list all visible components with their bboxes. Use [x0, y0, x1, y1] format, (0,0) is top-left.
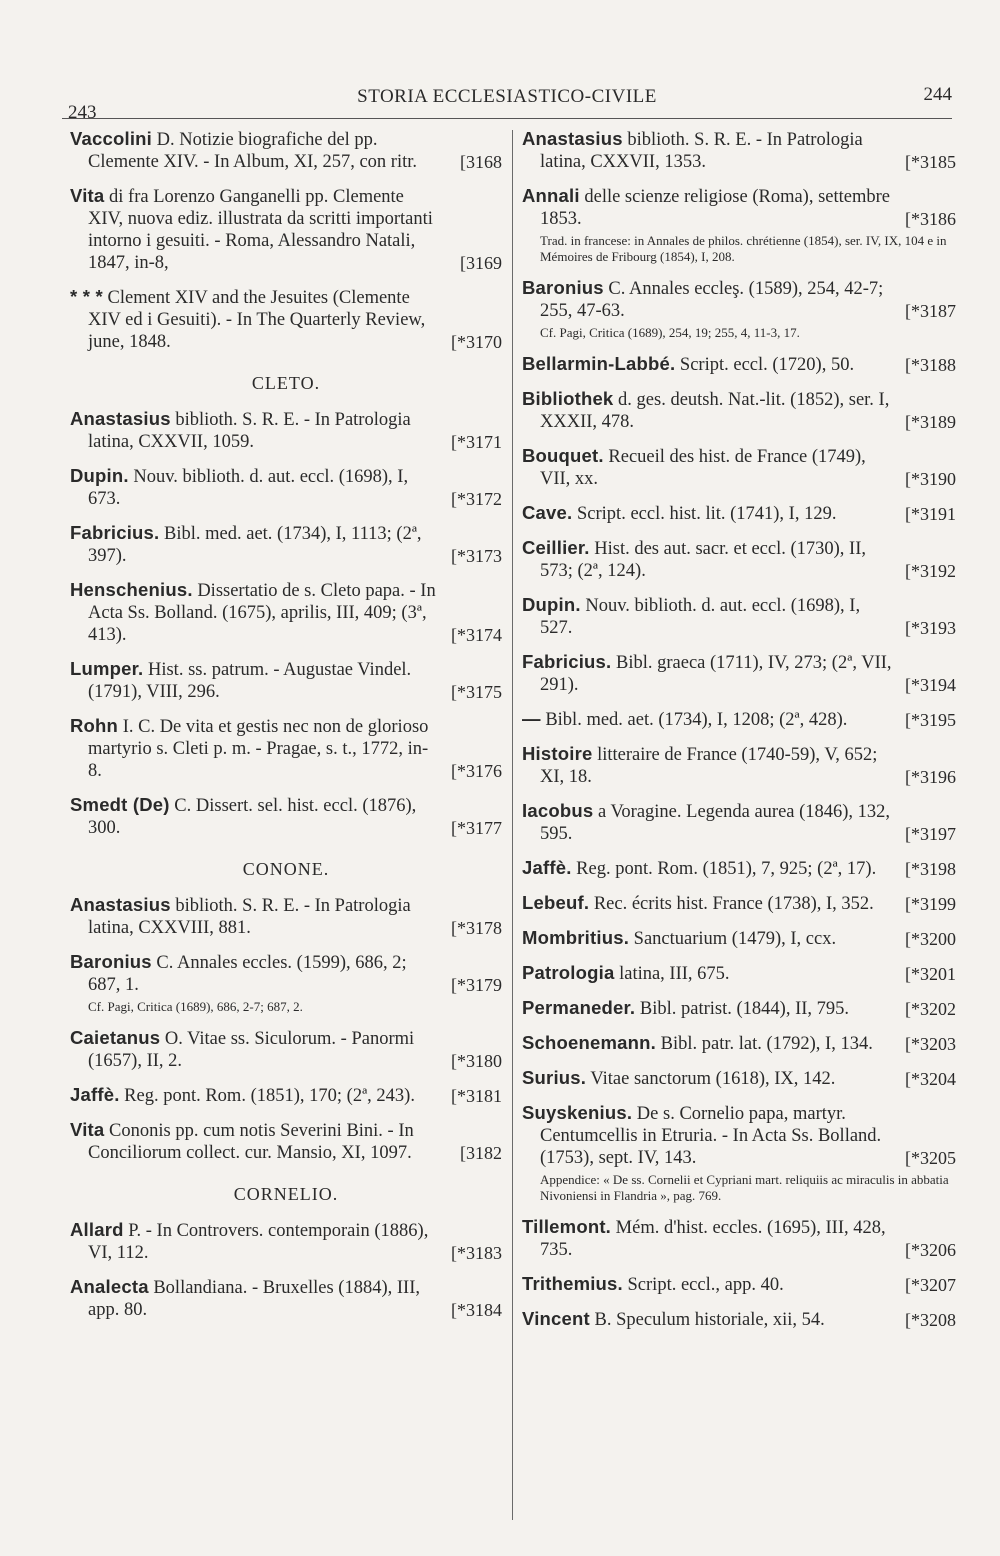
- bibliography-entry: [70, 1027, 502, 1072]
- entry-body: [522, 537, 956, 582]
- entry-body: [70, 185, 502, 274]
- entry-text: C. Dissert. sel. hist. eccl. (1876), 300.: [88, 796, 417, 838]
- entry-body: [70, 894, 502, 939]
- entry-author: —: [522, 708, 541, 729]
- entry-reference-number: [*3170: [451, 332, 502, 352]
- entry-text: Recueil des hist. de France (1749), VII, xx.: [540, 447, 866, 489]
- entry-text: Dissertatio de s. Cleto papa. - In Acta Ss. Bolland. (1675), aprilis, III, 409; (3ª, 413).: [88, 581, 436, 645]
- entry-text: Reg. pont. Rom. (1851), 170; (2ª, 243).: [124, 1086, 415, 1106]
- entry-reference-number: [*3194: [905, 675, 956, 695]
- entry-author: Permaneder.: [522, 997, 636, 1018]
- entry-author: Lumper.: [70, 658, 144, 679]
- entry-text: a Voragine. Legenda aurea (1846), 132, 595.: [540, 802, 891, 844]
- running-title: STORIA ECCLESIASTICO-CIVILE: [357, 86, 657, 107]
- entry-body: [522, 502, 956, 525]
- entry-reference-number: [*3175: [451, 682, 502, 702]
- entry-author: Vaccolini: [70, 128, 153, 149]
- entry-body: [522, 1308, 956, 1331]
- entry-body: [522, 892, 956, 915]
- entry-reference-number: [*3196: [905, 767, 956, 787]
- entry-text: De s. Cornelio papa, martyr. Centumcellis in Etruria. - In Acta Ss. Bolland. (1753), sept. IV, 143.: [540, 1104, 882, 1168]
- entry-text: Bibl. patr. lat. (1792), I, 134.: [660, 1034, 873, 1054]
- entry-author: Surius.: [522, 1067, 587, 1088]
- entry-body: [522, 445, 956, 490]
- entry-text: biblioth. S. R. E. - In Patrologia latina, CXXVII, 1353.: [540, 130, 863, 172]
- entry-author: Baronius: [70, 951, 152, 972]
- entry-reference-number: [3182: [460, 1143, 502, 1163]
- entry-author: Fabricius.: [70, 522, 160, 543]
- bibliography-entry: [522, 353, 956, 376]
- bibliography-entry: [522, 502, 956, 525]
- entry-note: Trad. in francese: in Annales de philos. chrétienne (1854), ser. IV, IX, 104 e in Mémoires de Fribourg (1854), I, 208.: [540, 233, 947, 264]
- bibliography-entry: [70, 185, 502, 274]
- entry-reference-number: [*3172: [451, 489, 502, 509]
- entry-text: Bibl. patrist. (1844), II, 795.: [639, 999, 850, 1019]
- entry-author: Smedt (De): [70, 794, 170, 815]
- entry-author: Histoire: [522, 743, 593, 764]
- entry-text: d. ges. deutsh. Nat.-lit. (1852), ser. I, XXXII, 478.: [540, 390, 890, 432]
- entry-text: delle scienze religiose (Roma), settembre 1853.: [540, 187, 890, 229]
- entry-body: [522, 651, 956, 696]
- entry-text: Clement XIV and the Jesuites (Clemente XIV ed i Gesuiti). - In The Quarterly Review, june, 1848.: [88, 288, 426, 352]
- entry-author: Rohn: [70, 715, 119, 736]
- entry-body: [522, 128, 956, 173]
- entry-body: [70, 1027, 502, 1072]
- entry-author: Ceillier.: [522, 537, 590, 558]
- page-header: [62, 84, 952, 123]
- entry-body: [70, 465, 502, 510]
- entry-body: [70, 1119, 502, 1164]
- entry-reference-number: [*3177: [451, 818, 502, 838]
- entry-body: [522, 594, 956, 639]
- bibliography-entry: [522, 277, 956, 341]
- section-heading: CLETO.: [251, 373, 321, 393]
- entry-body: [70, 522, 502, 567]
- entry-author: Lebeuf.: [522, 892, 590, 913]
- entry-body: [522, 388, 956, 433]
- entry-text: Vitae sanctorum (1618), IX, 142.: [590, 1069, 836, 1089]
- entry-text: Hist. ss. patrum. - Augustae Vindel. (1791), VIII, 296.: [88, 660, 412, 702]
- entry-reference-number: [*3198: [905, 859, 956, 879]
- column-divider: [512, 130, 513, 1520]
- entry-reference-number: [*3180: [451, 1051, 502, 1071]
- entry-author: Schoenemann.: [522, 1032, 656, 1053]
- entry-text: Bibl. graeca (1711), IV, 273; (2ª, VII, 291).: [540, 653, 892, 695]
- entry-author: Henschenius.: [70, 579, 193, 600]
- entry-body: [522, 962, 956, 985]
- entry-reference-number: [3169: [460, 253, 502, 273]
- entry-body: [70, 579, 502, 646]
- entry-reference-number: [*3186: [905, 209, 956, 229]
- entry-reference-number: [*3190: [905, 469, 956, 489]
- entry-note: Cf. Pagi, Critica (1689), 254, 19; 255, 4, 11-3, 17.: [540, 325, 800, 340]
- entry-body: [70, 658, 502, 703]
- bibliography-entry: [70, 579, 502, 646]
- entry-body: [522, 277, 956, 322]
- entry-body: [522, 708, 956, 731]
- entry-text: Mém. d'hist. eccles. (1695), III, 428, 735.: [540, 1218, 886, 1260]
- entry-body: [70, 408, 502, 453]
- entry-reference-number: [*3197: [905, 824, 956, 844]
- entry-reference-number: [*3185: [905, 152, 956, 172]
- entry-author: Annali: [522, 185, 580, 206]
- bibliography-entry: [522, 594, 956, 639]
- entry-text: Sanctuarium (1479), I, ccx.: [633, 929, 837, 949]
- bibliography-entry: [522, 1216, 956, 1261]
- entry-author: Bibliothek: [522, 388, 614, 409]
- page-number-right: 244: [923, 84, 952, 105]
- entry-note: Cf. Pagi, Critica (1689), 686, 2-7; 687, 2.: [88, 999, 303, 1014]
- entry-body: [522, 927, 956, 950]
- bibliography-entry: [70, 658, 502, 703]
- entry-author: Dupin.: [70, 465, 129, 486]
- entry-text: Script. eccl. hist. lit. (1741), I, 129.: [577, 504, 837, 524]
- entry-reference-number: [*3174: [451, 625, 502, 645]
- entry-reference-number: [*3183: [451, 1243, 502, 1263]
- entry-author: Caietanus: [70, 1027, 161, 1048]
- entry-body: [522, 1102, 956, 1169]
- entry-author: Anastasius: [522, 128, 623, 149]
- entry-reference-number: [*3171: [451, 432, 502, 452]
- bibliography-entry: [522, 388, 956, 433]
- entry-text: C. Annales eccleş. (1589), 254, 42-7; 255, 47-63.: [540, 279, 884, 321]
- entry-reference-number: [3168: [460, 152, 502, 172]
- entry-reference-number: [*3184: [451, 1300, 502, 1320]
- entry-author: Allard: [70, 1219, 124, 1240]
- entry-text: Bibl. med. aet. (1734), I, 1208; (2ª, 428).: [545, 710, 848, 730]
- entry-author: Jaffè.: [70, 1084, 120, 1105]
- entry-reference-number: [*3207: [905, 1275, 956, 1295]
- entry-body: [522, 1032, 956, 1055]
- entry-reference-number: [*3193: [905, 618, 956, 638]
- entry-author: Baronius: [522, 277, 604, 298]
- entry-author: Vincent: [522, 1308, 590, 1329]
- bibliography-entry: [522, 185, 956, 265]
- bibliography-entry: [70, 465, 502, 510]
- entry-body: [522, 1273, 956, 1296]
- entry-text: biblioth. S. R. E. - In Patrologia latina, CXXVII, 1059.: [88, 410, 411, 452]
- entry-text: Rec. écrits hist. France (1738), I, 352.: [593, 894, 874, 914]
- bibliography-entry: [70, 1084, 502, 1107]
- bibliography-entry: [522, 1308, 956, 1331]
- entry-author: Fabricius.: [522, 651, 612, 672]
- bibliography-entry: [522, 651, 956, 696]
- entry-reference-number: [*3173: [451, 546, 502, 566]
- entry-note: Appendice: « De ss. Cornelii et Cypriani mart. reliquiis ac miraculis in abbatia Nivoniensi in Flandria », pag. 769.: [540, 1172, 949, 1203]
- bibliography-entry: [522, 927, 956, 950]
- bibliography-entry: [70, 794, 502, 839]
- entry-body: [70, 794, 502, 839]
- entry-author: Anastasius: [70, 408, 171, 429]
- entry-author: Cave.: [522, 502, 573, 523]
- entry-text: D. Notizie biografiche del pp. Clemente XIV. - In Album, XI, 257, con ritr.: [88, 130, 418, 172]
- entry-author: Dupin.: [522, 594, 581, 615]
- entry-author: Bellarmin-Labbé.: [522, 353, 676, 374]
- entry-author: Analecta: [70, 1276, 149, 1297]
- bibliography-entry: [70, 1219, 502, 1264]
- entry-body: [522, 353, 956, 376]
- entry-body: [522, 1067, 956, 1090]
- entry-reference-number: [*3176: [451, 761, 502, 781]
- entry-body: [522, 185, 956, 230]
- entry-reference-number: [*3202: [905, 999, 956, 1019]
- entry-text: I. C. De vita et gestis nec non de glorioso martyrio s. Cleti p. m. - Pragae, s. t., 1772, in-8.: [88, 717, 429, 781]
- entry-reference-number: [*3187: [905, 301, 956, 321]
- entry-reference-number: [*3189: [905, 412, 956, 432]
- entry-body: [70, 951, 502, 996]
- entry-text: O. Vitae ss. Siculorum. - Panormi (1657), II, 2.: [88, 1029, 415, 1071]
- bibliography-entry: [522, 537, 956, 582]
- entry-text: Reg. pont. Rom. (1851), 7, 925; (2ª, 17).: [576, 859, 877, 879]
- entry-author: Iacobus: [522, 800, 594, 821]
- entry-reference-number: [*3178: [451, 918, 502, 938]
- entry-text: biblioth. S. R. E. - In Patrologia latina, CXXVIII, 881.: [88, 896, 411, 938]
- entry-reference-number: [*3201: [905, 964, 956, 984]
- entry-reference-number: [*3188: [905, 355, 956, 375]
- entry-reference-number: [*3208: [905, 1310, 956, 1330]
- entry-body: [522, 857, 956, 880]
- bibliography-entry: [522, 708, 956, 731]
- bibliography-entry: [522, 892, 956, 915]
- bibliography-entry: [522, 445, 956, 490]
- bibliography-entry: [70, 715, 502, 782]
- bibliography-entry: [522, 800, 956, 845]
- entry-text: Hist. des aut. sacr. et eccl. (1730), II, 573; (2ª, 124).: [540, 539, 867, 581]
- entry-author: Vita: [70, 1119, 105, 1140]
- entry-text: P. - In Controvers. contemporain (1886), VI, 112.: [88, 1221, 429, 1263]
- entry-body: [70, 286, 502, 353]
- entry-text: C. Annales eccles. (1599), 686, 2; 687, 1.: [88, 953, 407, 995]
- entry-body: [522, 743, 956, 788]
- bibliography-entry: [70, 951, 502, 1015]
- entry-body: [70, 715, 502, 782]
- entry-body: [70, 128, 502, 173]
- entry-text: Script. eccl. (1720), 50.: [679, 355, 855, 375]
- entry-reference-number: [*3179: [451, 975, 502, 995]
- entry-reference-number: [*3195: [905, 710, 956, 730]
- bibliography-entry: [522, 997, 956, 1020]
- entry-body: [70, 1084, 502, 1107]
- entry-author: Bouquet.: [522, 445, 604, 466]
- bibliography-entry: [70, 408, 502, 453]
- bibliography-entry: [70, 128, 502, 173]
- entry-reference-number: [*3181: [451, 1086, 502, 1106]
- entry-reference-number: [*3200: [905, 929, 956, 949]
- bibliography-entry: [522, 1102, 956, 1204]
- entry-author: Trithemius.: [522, 1273, 623, 1294]
- section-heading: CONONE.: [242, 859, 330, 879]
- entry-text: litteraire de France (1740-59), V, 652; XI, 18.: [540, 745, 878, 787]
- entry-reference-number: [*3191: [905, 504, 956, 524]
- entry-reference-number: [*3199: [905, 894, 956, 914]
- bibliography-entry: [522, 857, 956, 880]
- bibliography-entry: [522, 128, 956, 173]
- entry-text: Bollandiana. - Bruxelles (1884), III, app. 80.: [88, 1278, 420, 1320]
- section-heading: CORNELIO.: [233, 1184, 339, 1204]
- entry-text: Script. eccl., app. 40.: [627, 1275, 784, 1295]
- entry-author: Vita: [70, 185, 105, 206]
- entry-reference-number: [*3204: [905, 1069, 956, 1089]
- entry-author: Suyskenius.: [522, 1102, 633, 1123]
- bibliography-entry: [522, 743, 956, 788]
- bibliography-entry: [70, 894, 502, 939]
- entry-body: [522, 997, 956, 1020]
- entry-author: Tillemont.: [522, 1216, 612, 1237]
- entry-text: di fra Lorenzo Ganganelli pp. Clemente XIV, nuova ediz. illustrata da scritti importanti intorno i gesuiti. - Roma, Alessandro Natali, 1847, in-8,: [88, 187, 433, 273]
- entry-author: Jaffè.: [522, 857, 572, 878]
- entry-text: B. Speculum historiale, xii, 54.: [594, 1310, 825, 1330]
- entry-reference-number: [*3192: [905, 561, 956, 581]
- entry-reference-number: [*3205: [905, 1148, 956, 1168]
- entry-body: [70, 1276, 502, 1321]
- right-column: [522, 128, 956, 1496]
- entry-body: [70, 1219, 502, 1264]
- entry-text: Nouv. biblioth. d. aut. eccl. (1698), I, 527.: [540, 596, 861, 638]
- entry-author: Patrologia: [522, 962, 615, 983]
- bibliography-entry: [522, 1067, 956, 1090]
- entry-text: Cononis pp. cum notis Severini Bini. - In Conciliorum collect. cur. Mansio, XI, 1097.: [88, 1121, 414, 1163]
- bibliography-entry: [522, 1032, 956, 1055]
- bibliography-entry: [70, 522, 502, 567]
- page-number-left: 243: [68, 102, 97, 123]
- entry-author: Mombritius.: [522, 927, 630, 948]
- left-column: [70, 128, 502, 1496]
- bibliography-entry: [70, 286, 502, 353]
- entry-text: latina, III, 675.: [619, 964, 730, 984]
- entry-text: Bibl. med. aet. (1734), I, 1113; (2ª, 397).: [88, 524, 422, 566]
- entry-body: [522, 1216, 956, 1261]
- entry-author: Anastasius: [70, 894, 171, 915]
- entry-reference-number: [*3206: [905, 1240, 956, 1260]
- entry-reference-number: [*3203: [905, 1034, 956, 1054]
- entry-text: Nouv. biblioth. d. aut. eccl. (1698), I, 673.: [88, 467, 409, 509]
- entry-author: * * *: [70, 286, 103, 307]
- entry-body: [522, 800, 956, 845]
- bibliography-entry: [522, 962, 956, 985]
- bibliography-entry: [70, 1276, 502, 1321]
- bibliography-entry: [522, 1273, 956, 1296]
- bibliography-entry: [70, 1119, 502, 1164]
